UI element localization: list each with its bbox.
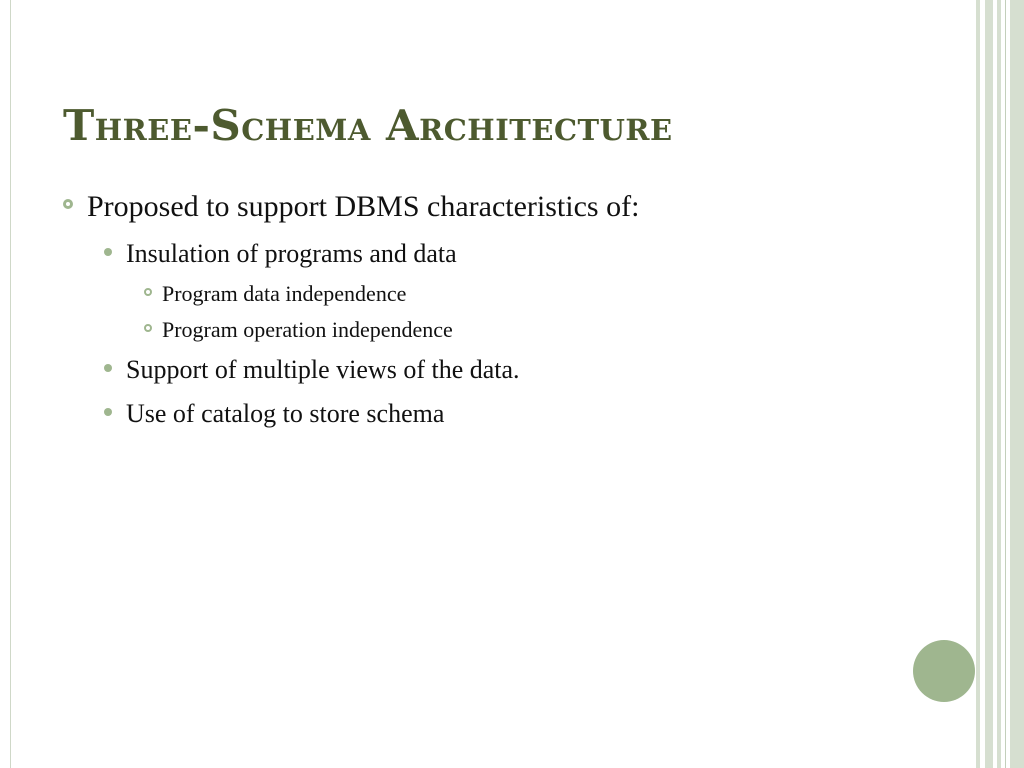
bullet-text: Proposed to support DBMS characteristics of:: [87, 190, 640, 224]
decorative-stripes: [976, 0, 1024, 768]
ring-bullet-icon: [63, 199, 73, 209]
bullet-level-1: [63, 188, 639, 224]
bullet-level-2: [104, 397, 444, 429]
dot-bullet-icon: [104, 364, 112, 372]
decorative-circle: [913, 640, 975, 702]
bullet-level-3: [144, 315, 453, 343]
dot-bullet-icon: [104, 408, 112, 416]
dot-bullet-icon: [104, 248, 112, 256]
left-border-line: [10, 0, 11, 768]
bullet-text: Use of catalog to store schema: [126, 399, 445, 429]
slide-title: Three-Schema Architecture: [63, 101, 673, 150]
stripe: [976, 0, 980, 768]
ring-bullet-icon: [144, 324, 152, 332]
bullet-text: Program operation independence: [162, 316, 453, 342]
bullet-level-2: [104, 237, 457, 269]
bullet-level-2: [104, 353, 520, 385]
bullet-text: Program data independence: [162, 280, 407, 306]
stripe: [1005, 0, 1006, 768]
bullet-text: Insulation of programs and data: [126, 239, 457, 269]
ring-bullet-icon: [144, 288, 152, 296]
bullet-level-3: [144, 279, 406, 307]
stripe: [1010, 0, 1024, 768]
stripe: [997, 0, 1001, 768]
stripe: [985, 0, 993, 768]
bullet-text: Support of multiple views of the data.: [126, 355, 520, 385]
